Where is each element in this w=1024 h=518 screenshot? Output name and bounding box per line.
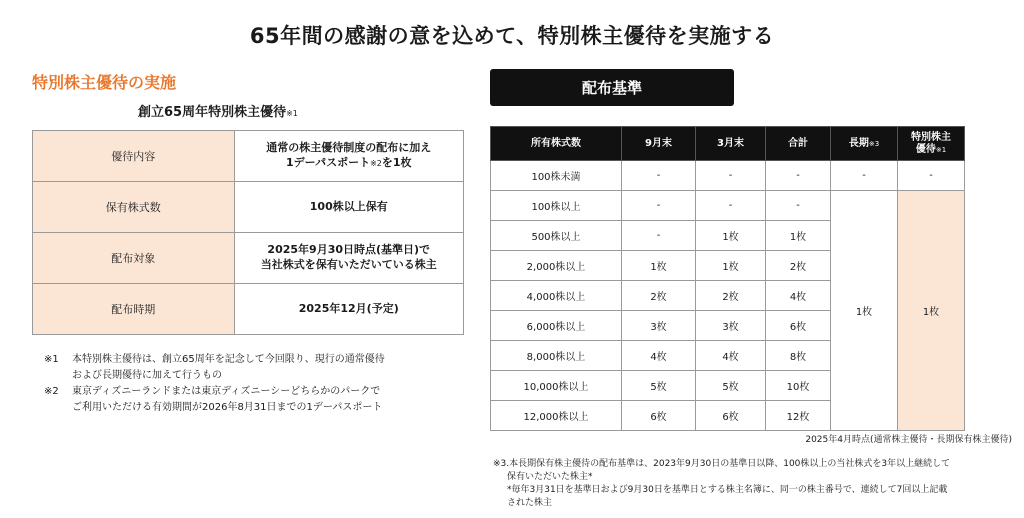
- total-cell: 2枚: [766, 251, 831, 281]
- shares-cell: 4,000株以上: [491, 281, 622, 311]
- header-sep: 9月末: [622, 127, 696, 161]
- long-term-merged-cell: 1枚: [831, 191, 898, 431]
- value-line: 通常の株主優待制度の配布に加え: [266, 141, 432, 155]
- special-merged-cell: 1枚: [898, 191, 965, 431]
- shares-cell: 2,000株以上: [491, 251, 622, 281]
- table-row: [33, 131, 464, 182]
- sep-cell: 4枚: [622, 341, 696, 371]
- table-row: [491, 191, 965, 221]
- benefit-info-table: [32, 130, 464, 335]
- sep-cell: -: [622, 161, 696, 191]
- total-cell: 1枚: [766, 221, 831, 251]
- as-of-note: 2025年4月時点(通常株主優待・長期保有株主優待): [805, 435, 1012, 445]
- note-item: [44, 384, 484, 416]
- note-line: 東京ディズニーランドまたは東京ディズニーシーどちらかのパークで: [72, 386, 381, 397]
- header-text: 長期: [848, 137, 869, 149]
- row-value: 2025年12月(予定): [234, 284, 464, 335]
- table-row: [33, 233, 464, 284]
- table-row: [491, 161, 965, 191]
- criteria-badge: 配布基準: [490, 69, 734, 106]
- note-text: [72, 384, 382, 416]
- mar-cell: -: [696, 191, 766, 221]
- header-note: ※3: [868, 139, 880, 148]
- sep-cell: 3枚: [622, 311, 696, 341]
- total-cell: 12枚: [766, 401, 831, 431]
- shares-cell: 8,000株以上: [491, 341, 622, 371]
- header-long-term: [831, 127, 898, 161]
- header-total: 合計: [766, 127, 831, 161]
- note-text: [72, 352, 385, 384]
- header-text: 特別株主: [911, 132, 951, 143]
- mar-cell: 5枚: [696, 371, 766, 401]
- subheading-text: 創立65周年特別株主優待: [138, 105, 287, 120]
- value-line: [235, 156, 464, 171]
- section-subheading: [138, 101, 298, 120]
- special-cell: -: [898, 161, 965, 191]
- mar-cell: 1枚: [696, 221, 766, 251]
- row-label: 優待内容: [33, 131, 235, 182]
- row-label: 保有株式数: [33, 182, 235, 233]
- header-text: 優待: [915, 143, 936, 155]
- footnote: [493, 458, 1018, 510]
- page-title: 65年間の感謝の意を込めて、特別株主優待を実施する: [249, 24, 775, 48]
- value-text: を1枚: [381, 156, 412, 169]
- header-mar: 3月末: [696, 127, 766, 161]
- table-row: [33, 284, 464, 335]
- header-row: [491, 127, 965, 161]
- total-cell: 4枚: [766, 281, 831, 311]
- shares-cell: 100株未満: [491, 161, 622, 191]
- subheading-note: ※1: [286, 109, 298, 118]
- value-note: ※2: [370, 159, 382, 168]
- note-line: 本特別株主優待は、創立65周年を記念して今回限り、現行の通常優待: [72, 354, 385, 365]
- value-line: 2025年9月30日時点(基準日)で: [267, 243, 431, 257]
- header-special: [898, 127, 965, 161]
- row-value: [234, 131, 464, 182]
- table-row: [33, 182, 464, 233]
- row-label: 配布時期: [33, 284, 235, 335]
- shares-cell: 12,000株以上: [491, 401, 622, 431]
- total-cell: 6枚: [766, 311, 831, 341]
- sep-cell: -: [622, 221, 696, 251]
- header-shares: 所有株式数: [491, 127, 622, 161]
- footnote-line: ※3.本長期保有株主優待の配布基準は、2023年9月30日の基準日以降、100株以上の当社株式を3年以上継続して: [493, 459, 951, 469]
- mar-cell: 3枚: [696, 311, 766, 341]
- total-cell: 8枚: [766, 341, 831, 371]
- sep-cell: -: [622, 191, 696, 221]
- value-text: 1デーパスポート: [285, 156, 371, 169]
- footnote-line: *毎年3月31日を基準日および9月30日を基準日とする株主名簿に、同一の株主番号で、連続して7回以上記載: [507, 485, 948, 495]
- total-cell: 10枚: [766, 371, 831, 401]
- footnote-line: 保有いただいた株主*: [507, 472, 593, 482]
- sep-cell: 6枚: [622, 401, 696, 431]
- header-note: ※1: [935, 145, 947, 154]
- sep-cell: 5枚: [622, 371, 696, 401]
- shares-cell: 6,000株以上: [491, 311, 622, 341]
- long-term-cell: -: [831, 161, 898, 191]
- note-line: ご利用いただける有効期間が2026年8月31日までの1デーパスポート: [72, 402, 383, 413]
- footnote-line: された株主: [507, 498, 553, 508]
- total-cell: -: [766, 161, 831, 191]
- note-mark: ※2: [44, 386, 59, 397]
- sep-cell: 2枚: [622, 281, 696, 311]
- mar-cell: -: [696, 161, 766, 191]
- mar-cell: 4枚: [696, 341, 766, 371]
- row-value: [234, 233, 464, 284]
- distribution-table: [490, 126, 965, 431]
- section-heading: 特別株主優待の実施: [32, 73, 177, 92]
- row-value: 100株以上保有: [234, 182, 464, 233]
- shares-cell: 500株以上: [491, 221, 622, 251]
- note-line: および長期優待に加えて行うもの: [72, 370, 222, 381]
- sep-cell: 1枚: [622, 251, 696, 281]
- mar-cell: 1枚: [696, 251, 766, 281]
- note-mark: ※1: [44, 354, 59, 365]
- shares-cell: 100株以上: [491, 191, 622, 221]
- shares-cell: 10,000株以上: [491, 371, 622, 401]
- header-text: [898, 144, 964, 156]
- notes: [44, 352, 484, 416]
- row-label: 配布対象: [33, 233, 235, 284]
- mar-cell: 6枚: [696, 401, 766, 431]
- note-item: [44, 352, 484, 384]
- value-line: 当社株式を保有いただいている株主: [260, 258, 437, 271]
- total-cell: -: [766, 191, 831, 221]
- mar-cell: 2枚: [696, 281, 766, 311]
